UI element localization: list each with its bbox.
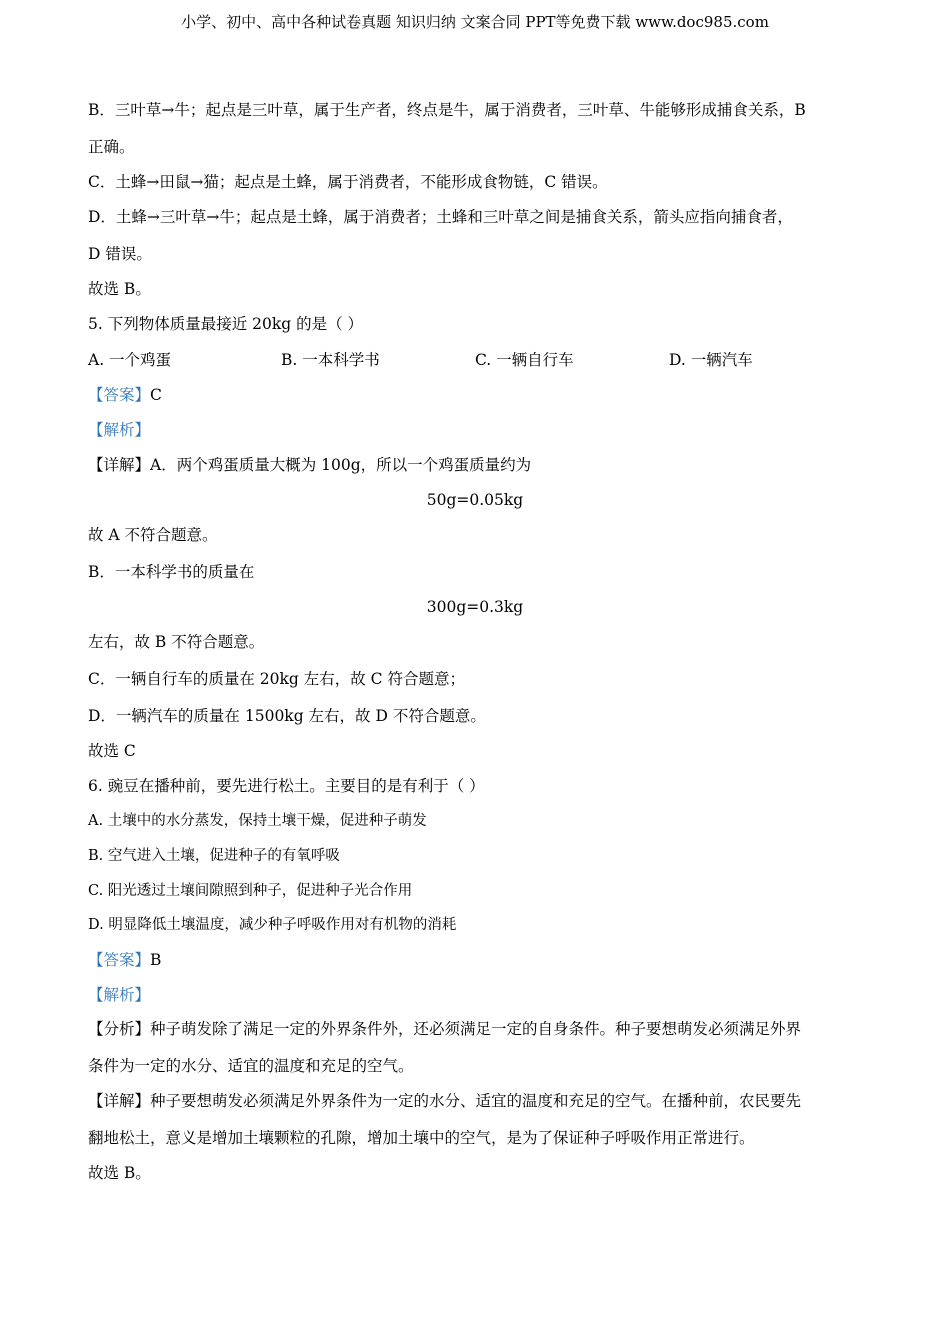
q5-stem: 5. 下列物体质量最接近 20kg 的是（ ） — [88, 315, 364, 333]
q6-answer-tag: 【答案】 — [88, 951, 151, 969]
q6-detail-tag: 【详解】 — [88, 1092, 151, 1110]
page-header: 小学、初中、高中各种试卷真题 知识归纳 文案合同 PPT等免费下载 www.doc985.com — [181, 13, 769, 31]
q5-line-b-end: 左右，故 B 不符合题意。 — [88, 633, 265, 651]
q6-answer-value: B — [150, 951, 162, 969]
q5-line-a-end: 故 A 不符合题意。 — [88, 526, 218, 544]
q5-answer-tag: 【答案】 — [88, 386, 151, 404]
q5-option-a: A. 一个鸡蛋 — [88, 351, 172, 369]
q5-formula-a: 50g=0.05kg — [426, 491, 524, 509]
q6-fenxi-line2: 条件为一定的水分、适宜的温度和充足的空气。 — [88, 1057, 414, 1075]
q6-detail-line1: 种子要想萌发必须满足外界条件为一定的水分、适宜的温度和充足的空气。在播种前，农民要先 — [150, 1092, 802, 1110]
q5-option-c: C. 一辆自行车 — [475, 351, 574, 369]
q6-detail-line2: 翻地松土，意义是增加土壤颗粒的孔隙，增加土壤中的空气，是为了保证种子呼吸作用正常进行。 — [88, 1129, 755, 1147]
prev-conclusion: 故选 B。 — [88, 280, 151, 298]
prev-option-c-explanation: C．土蜂→田鼠→猫；起点是土蜂，属于消费者，不能形成食物链，C 错误。 — [88, 173, 608, 191]
q6-analysis-tag: 【解析】 — [88, 986, 151, 1004]
q6-conclusion: 故选 B。 — [88, 1164, 151, 1182]
q5-detail-tag: 【详解】 — [88, 456, 151, 474]
q5-line-d: D．一辆汽车的质量在 1500kg 左右，故 D 不符合题意。 — [88, 707, 486, 725]
q6-option-c: C. 阳光透过土壤间隙照到种子，促进种子光合作用 — [88, 883, 413, 899]
prev-option-b-explanation-cont: 正确。 — [88, 138, 135, 156]
q5-analysis-tag: 【解析】 — [88, 421, 151, 439]
q6-option-a: A. 土壤中的水分蒸发，保持土壤干燥，促进种子萌发 — [88, 813, 427, 829]
q6-fenxi-tag: 【分析】 — [88, 1020, 151, 1038]
q6-fenxi-row — [88, 1019, 801, 1039]
q5-detail-a-row — [88, 455, 531, 475]
q6-answer-row — [88, 950, 161, 970]
q5-conclusion: 故选 C — [88, 742, 136, 760]
q5-formula-b: 300g=0.3kg — [426, 598, 524, 616]
q5-line-c: C．一辆自行车的质量在 20kg 左右，故 C 符合题意； — [88, 670, 465, 688]
q6-detail-row — [88, 1091, 801, 1111]
q5-detail-a: A．两个鸡蛋质量大概为 100g，所以一个鸡蛋质量约为 — [150, 456, 532, 474]
q6-stem: 6. 豌豆在播种前，要先进行松土。主要目的是有利于（ ） — [88, 777, 485, 795]
prev-option-d-explanation: D．土蜂→三叶草→牛；起点是土蜂，属于消费者；土蜂和三叶草之间是捕食关系，箭头应指向捕食者， — [88, 208, 793, 226]
prev-option-b-explanation: B．三叶草→牛；起点是三叶草，属于生产者，终点是牛，属于消费者，三叶草、牛能够形成捕食关系，B — [88, 101, 806, 119]
q6-fenxi-line1: 种子萌发除了满足一定的外界条件外，还必须满足一定的自身条件。种子要想萌发必须满足外界 — [150, 1020, 802, 1038]
q6-option-b: B. 空气进入土壤，促进种子的有氧呼吸 — [88, 848, 340, 864]
q5-option-b: B. 一本科学书 — [281, 351, 380, 369]
q5-line-b: B．一本科学书的质量在 — [88, 563, 255, 581]
q5-option-d: D. 一辆汽车 — [669, 351, 753, 369]
prev-option-d-explanation-cont: D 错误。 — [88, 245, 152, 263]
q5-answer-value: C — [150, 386, 162, 404]
q6-option-d: D. 明显降低土壤温度，减少种子呼吸作用对有机物的消耗 — [88, 917, 457, 933]
q5-answer-row — [88, 385, 162, 405]
